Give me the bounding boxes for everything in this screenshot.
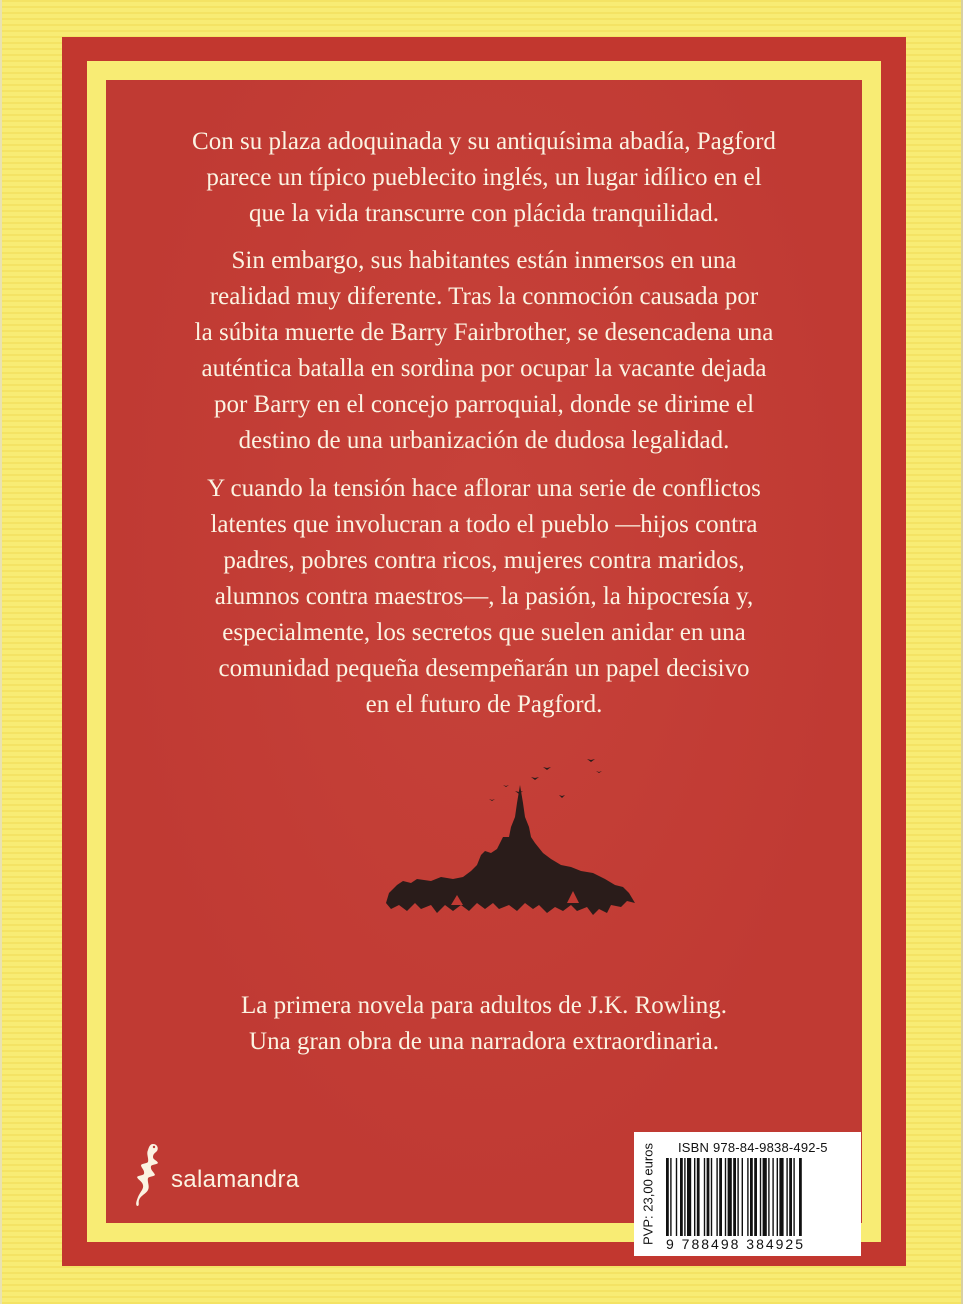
blurb-line: parece un típico pueblecito inglés, un lugar idílico en el [206, 164, 762, 191]
barcode-stripe [670, 1158, 671, 1236]
barcode-stripe [716, 1158, 717, 1236]
blurb-line: auténtica batalla en sordina por ocupar la vacante dejada [201, 355, 767, 382]
blurb-line: Sin embargo, sus habitantes están inmersos en una [231, 247, 737, 274]
barcode-stripe [779, 1158, 783, 1236]
bird-icon [489, 799, 495, 801]
barcode-stripe [719, 1158, 722, 1236]
blurb-paragraph-2 [136, 243, 832, 459]
barcode-stripe [768, 1158, 769, 1236]
blurb-paragraph-1 [136, 124, 832, 232]
blurb-line: realidad muy diferente. Tras la conmoción causada por [209, 283, 759, 310]
barcode-stripe [793, 1158, 794, 1236]
barcode-stripe [747, 1158, 748, 1236]
barcode-stripe [676, 1158, 677, 1236]
barcode-label [634, 1132, 861, 1256]
price-text: PVP: 23,00 euros [640, 1143, 656, 1245]
tagline-line-2: Una gran obra de una narradora extraordinaria. [249, 1028, 719, 1055]
barcode-stripe [725, 1158, 726, 1236]
inner-red-panel [106, 80, 862, 1252]
bird-icon [531, 777, 539, 780]
blurb-line: latentes que involucran a todo el pueblo —hijos contra [210, 511, 758, 538]
village-skyline-illustration [271, 755, 671, 935]
tagline-line-1: La primera novela para adultos de J.K. Rowling. [241, 992, 727, 1019]
bird-icon [559, 795, 565, 798]
blurb-line: alumnos contra maestros—, la pasión, la hipocresía y, [214, 583, 754, 610]
barcode-stripe [777, 1158, 778, 1236]
bird-icon [587, 759, 595, 762]
blurb-line: destino de una urbanización de dudosa legalidad. [238, 427, 730, 454]
salamander-icon [131, 1140, 171, 1210]
blurb-paragraph-3 [136, 471, 832, 723]
barcode-number: 9 788498 384925 [666, 1236, 805, 1252]
blurb-line: la súbita muerte de Barry Fairbrother, se desencadena una [194, 319, 774, 346]
barcode-stripe [733, 1158, 736, 1236]
blurb-line: por Barry en el concejo parroquial, donde se dirime el [213, 391, 755, 418]
barcode-stripe [737, 1158, 738, 1236]
isbn-text: ISBN 978-84-9838-492-5 [678, 1140, 828, 1155]
barcode-stripe [697, 1158, 700, 1236]
bird-icon [596, 771, 602, 773]
barcode-stripe [707, 1158, 710, 1236]
price-label [636, 1138, 660, 1250]
blurb-line: especialmente, los secretos que suelen anidar en una [222, 619, 746, 646]
blurb-line: comunidad pequeña desempeñarán un papel decisivo [218, 655, 750, 682]
barcode-stripe [763, 1158, 767, 1236]
publisher-logo [131, 1140, 331, 1210]
barcode-stripe [694, 1158, 695, 1236]
barcode-stripe [754, 1158, 757, 1236]
barcode-stripe [789, 1158, 792, 1236]
blurb-line: Con su plaza adoquinada y su antiquísima abadía, Pagford [192, 128, 776, 155]
blurb-line: que la vida transcurre con plácida tranquilidad. [249, 200, 719, 227]
barcode-stripe [772, 1158, 773, 1236]
publisher-name: salamandra [171, 1166, 300, 1193]
bird-icon [543, 767, 551, 770]
barcode-stripe [760, 1158, 761, 1236]
barcode-stripe [728, 1158, 732, 1236]
blurb-line: padres, pobres contra ricos, mujeres contra maridos, [223, 547, 745, 574]
village-silhouette [386, 785, 635, 915]
barcode-stripe [704, 1158, 705, 1236]
barcode-bars [664, 1158, 854, 1236]
barcode-stripe [786, 1158, 787, 1236]
barcode-stripe [684, 1158, 685, 1236]
blurb-line: Y cuando la tensión hace aflorar una serie de conflictos [207, 475, 761, 502]
bird-icon [503, 785, 509, 787]
blurb-line: en el futuro de Pagford. [365, 691, 603, 718]
barcode-stripe [750, 1158, 753, 1236]
barcode-stripe [799, 1158, 802, 1236]
barcode-stripe [742, 1158, 743, 1236]
barcode-stripe [680, 1158, 683, 1236]
barcode-stripe [687, 1158, 691, 1236]
barcode-stripe [711, 1158, 712, 1236]
barcode-stripe [666, 1158, 669, 1236]
